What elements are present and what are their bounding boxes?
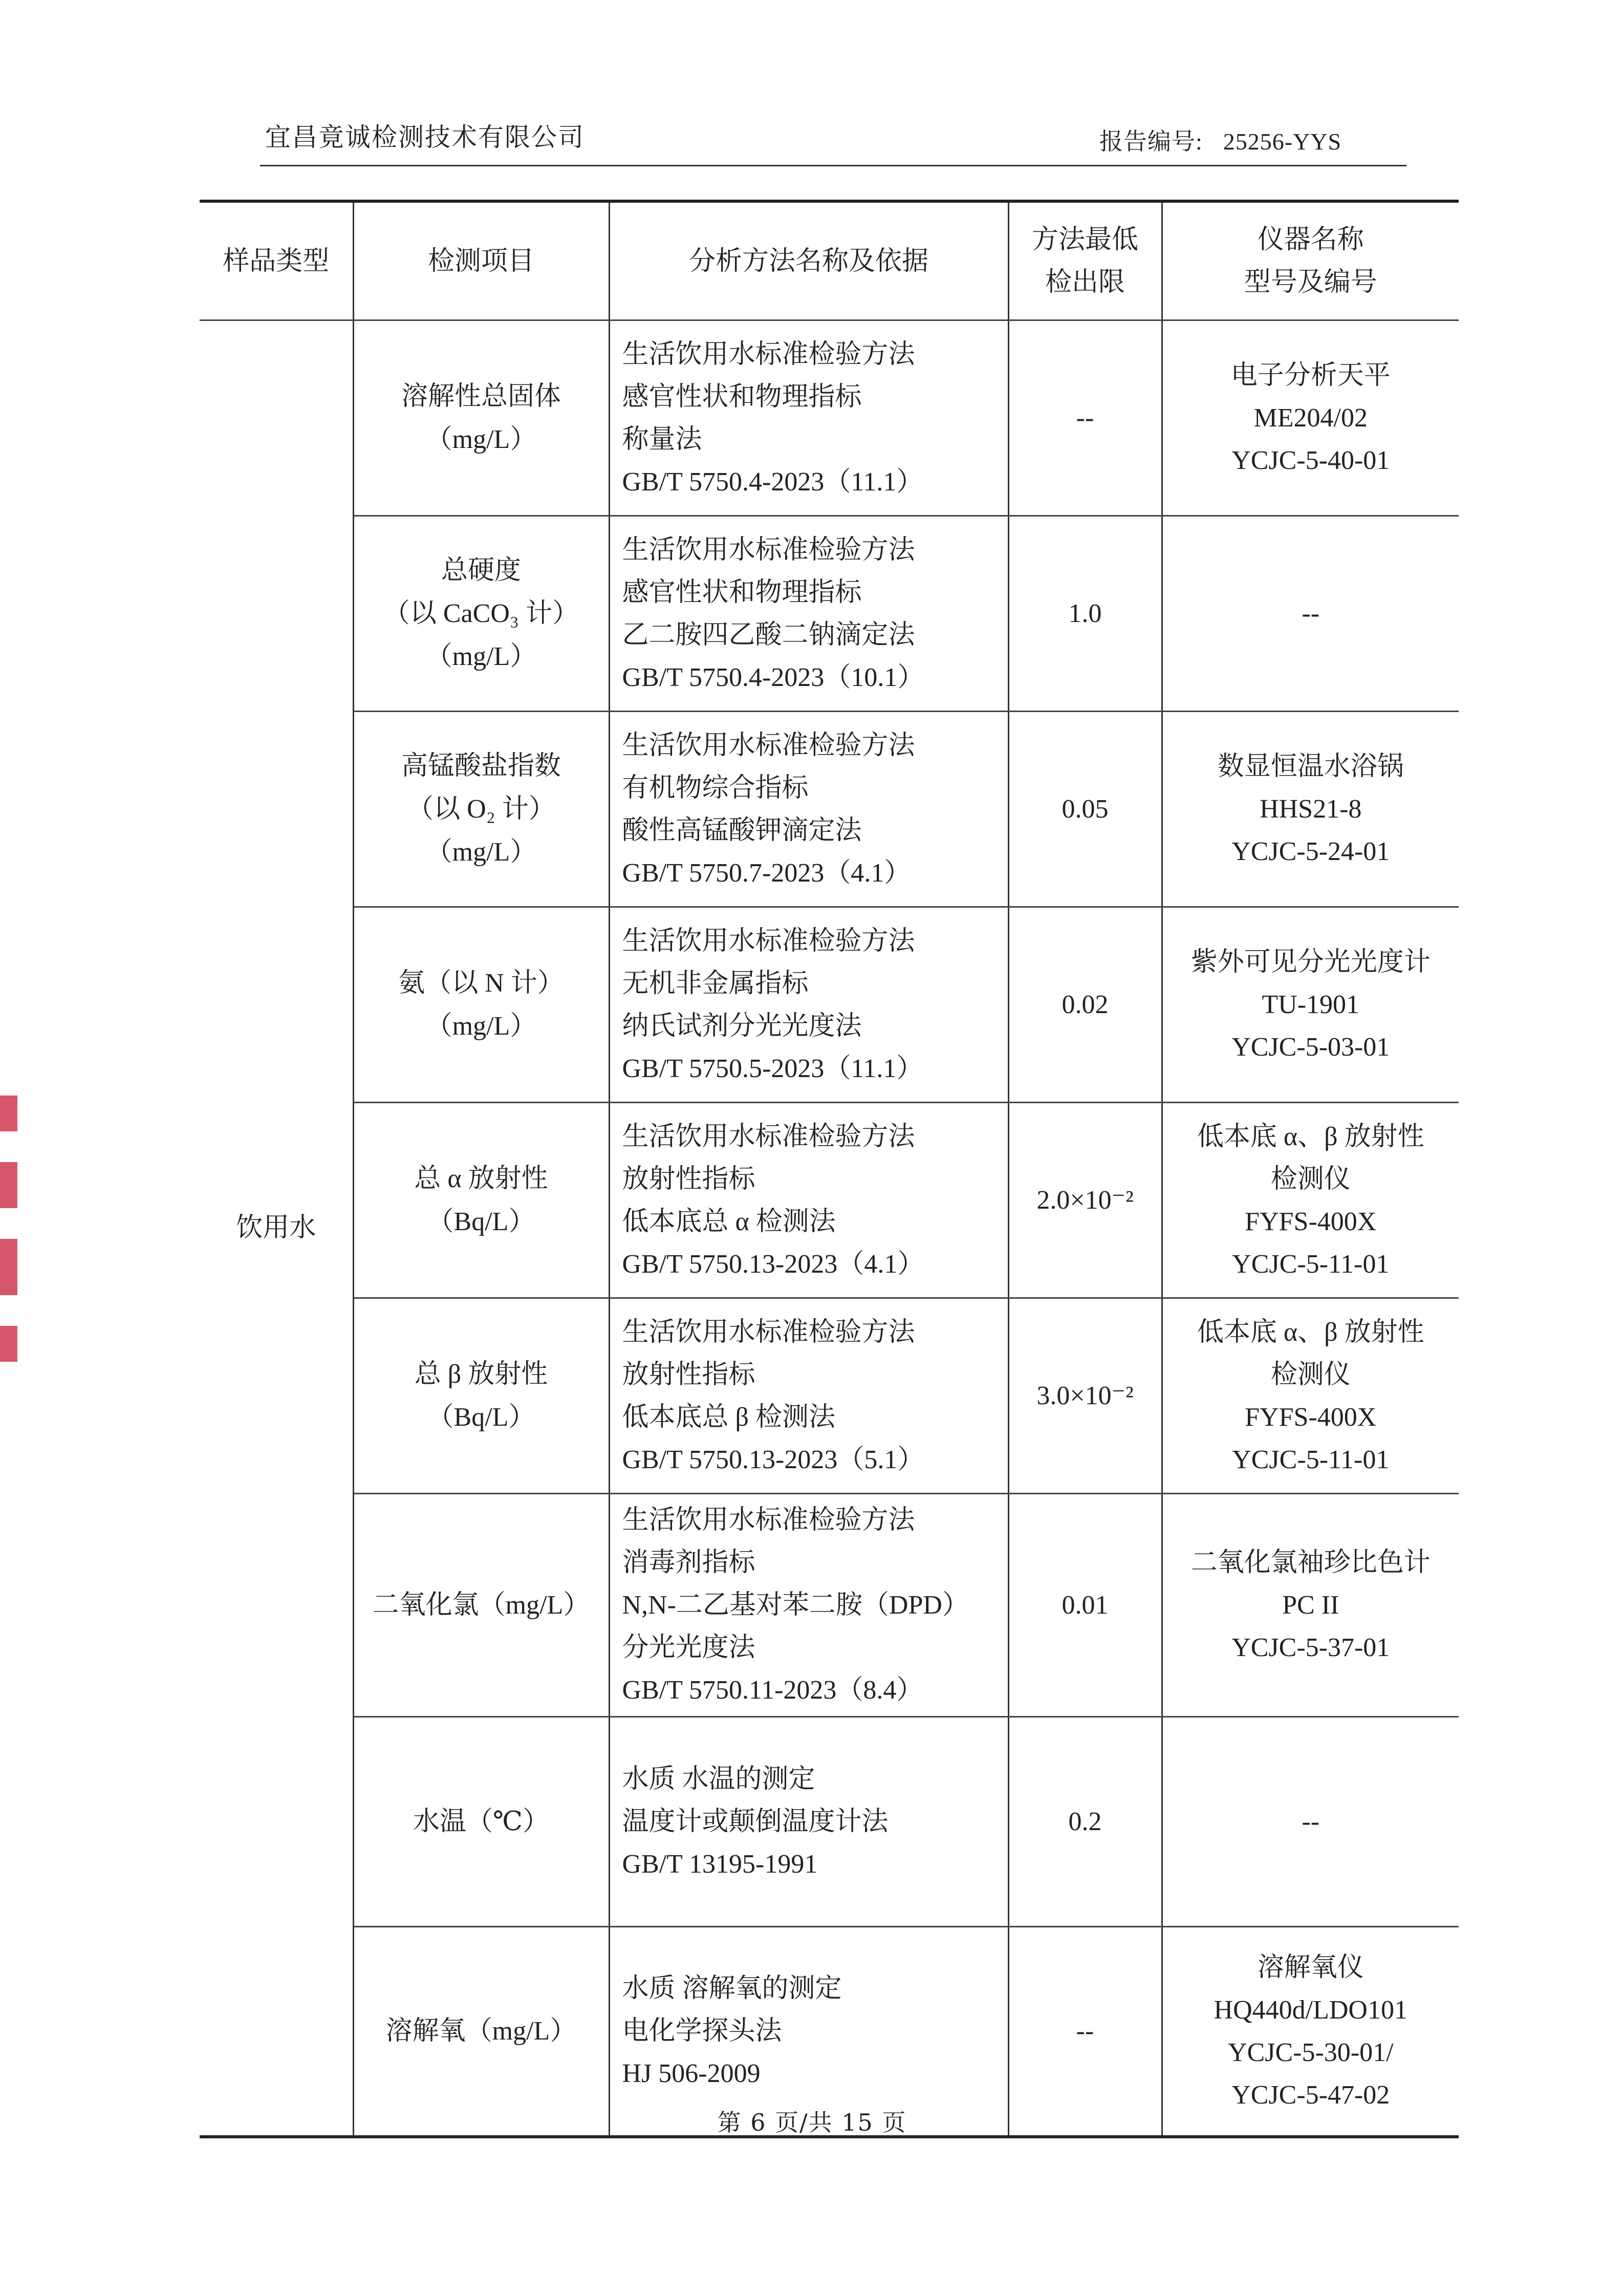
method-line: 有机物综合指标	[622, 773, 809, 803]
seal-stamp-fragment	[0, 1096, 20, 1398]
company-name: 宜昌竟诚检测技术有限公司	[265, 122, 584, 152]
instrument-line: 电子分析天平	[1230, 361, 1391, 390]
method-line: GB/T 5750.4-2023（10.1）	[622, 662, 924, 692]
test-item-cell	[353, 907, 609, 1103]
header-sample-type: 样品类型	[200, 201, 353, 320]
instrument-line: 溶解氧仪	[1257, 1952, 1364, 1982]
method-line: 生活饮用水标准检验方法	[622, 926, 915, 956]
test-item-line: （mg/L）	[425, 837, 537, 867]
test-item-line: （以 CaCO₃ 计）	[383, 598, 579, 628]
instrument-line: 检测仪	[1270, 1360, 1351, 1389]
detection-limit-cell: --	[1008, 320, 1162, 516]
detection-limit-cell: --	[1008, 1927, 1162, 2137]
test-item-line: （Bq/L）	[427, 1402, 535, 1432]
test-item-line: 总硬度	[441, 555, 521, 585]
header-method: 分析方法名称及依据	[609, 201, 1008, 320]
method-line: 生活饮用水标准检验方法	[622, 1122, 915, 1151]
test-method-table	[200, 200, 1459, 2138]
test-item-line: 溶解氧（mg/L）	[385, 2016, 577, 2046]
method-line: HJ 506-2009	[622, 2059, 761, 2089]
method-line: 低本底总 α 检测法	[622, 1207, 836, 1236]
method-line: GB/T 5750.11-2023（8.4）	[622, 1676, 923, 1705]
test-item-line: （mg/L）	[425, 1011, 537, 1041]
header-item: 检测项目	[353, 201, 609, 320]
method-line: GB/T 13195-1991	[622, 1850, 818, 1879]
test-item-line: 二氧化氯（mg/L）	[372, 1590, 590, 1620]
method-line: 生活饮用水标准检验方法	[622, 731, 915, 760]
instrument-line: --	[1302, 1807, 1320, 1836]
table-header-row	[200, 201, 1459, 320]
method-line: 称量法	[622, 424, 702, 454]
instrument-cell	[1162, 516, 1459, 712]
table-row	[200, 712, 1459, 907]
instrument-line: ME204/02	[1253, 403, 1368, 433]
instrument-line: 二氧化氯袖珍比色计	[1190, 1548, 1431, 1577]
method-line: 感官性状和物理指标	[622, 382, 862, 412]
instrument-line: YCJC-5-11-01	[1232, 1249, 1390, 1279]
method-line: 乙二胺四乙酸二钠滴定法	[622, 620, 915, 650]
method-line: GB/T 5750.7-2023（4.1）	[622, 858, 911, 888]
method-line: 生活饮用水标准检验方法	[622, 1506, 915, 1535]
instrument-line: YCJC-5-03-01	[1231, 1033, 1390, 1062]
method-cell	[609, 1103, 1008, 1298]
method-cell	[609, 907, 1008, 1103]
method-line: 无机非金属指标	[622, 969, 809, 998]
instrument-line: FYFS-400X	[1245, 1207, 1377, 1236]
test-item-cell	[353, 1494, 609, 1717]
instrument-line: 数显恒温水浴锅	[1217, 752, 1404, 781]
method-cell	[609, 1298, 1008, 1494]
page-footer: 第 6 页/共 15 页	[717, 2109, 907, 2136]
header-instrument-line: 仪器名称	[1257, 224, 1364, 255]
header-instrument	[1162, 201, 1459, 320]
test-item-cell	[353, 1717, 609, 1927]
table-row	[200, 907, 1459, 1103]
detection-limit-cell: 0.01	[1008, 1494, 1162, 1717]
test-item-cell	[353, 1298, 609, 1494]
instrument-line: YCJC-5-24-01	[1231, 837, 1390, 866]
method-cell	[609, 320, 1008, 516]
method-line: GB/T 5750.13-2023（4.1）	[622, 1249, 924, 1279]
method-line: 纳氏试剂分光光度法	[622, 1011, 862, 1041]
instrument-line: PC II	[1282, 1591, 1339, 1620]
test-item-line: 总 α 放射性	[414, 1164, 548, 1193]
method-line: 温度计或颠倒温度计法	[622, 1807, 889, 1836]
instrument-cell	[1162, 1103, 1459, 1298]
instrument-line: 低本底 α、β 放射性	[1197, 1317, 1424, 1347]
method-line: GB/T 5750.4-2023（11.1）	[622, 467, 923, 497]
test-item-line: 氨（以 N 计）	[398, 968, 564, 998]
method-line: 酸性高锰酸钾滴定法	[622, 816, 862, 845]
method-line: 分光光度法	[622, 1633, 755, 1662]
detection-limit-cell: 2.0×10⁻²	[1008, 1103, 1162, 1298]
table-body	[200, 320, 1459, 2137]
detection-limit-cell: 3.0×10⁻²	[1008, 1298, 1162, 1494]
test-item-cell	[353, 712, 609, 907]
instrument-cell	[1162, 320, 1459, 516]
test-item-line: 水温（℃）	[413, 1807, 550, 1836]
method-line: 水质 溶解氧的测定	[622, 1974, 842, 2004]
test-item-line: （以 O₂ 计）	[407, 794, 555, 824]
test-item-line: （Bq/L）	[427, 1207, 535, 1236]
instrument-line: YCJC-5-47-02	[1231, 2080, 1390, 2110]
header-limit-line: 方法最低	[1031, 224, 1138, 255]
method-line: N,N-二乙基对苯二胺（DPD）	[622, 1591, 969, 1620]
test-item-line: （mg/L）	[425, 424, 537, 454]
instrument-line: 低本底 α、β 放射性	[1197, 1122, 1424, 1151]
method-line: GB/T 5750.5-2023（11.1）	[622, 1054, 923, 1083]
method-line: 消毒剂指标	[622, 1548, 755, 1577]
header-limit-line: 检出限	[1045, 267, 1125, 297]
test-item-cell	[353, 320, 609, 516]
test-item-cell	[353, 1103, 609, 1298]
method-line: 低本底总 β 检测法	[622, 1402, 835, 1432]
report-number-label: 报告编号:	[1099, 128, 1203, 155]
method-line: 放射性指标	[622, 1164, 755, 1194]
instrument-line: 紫外可见分光光度计	[1190, 948, 1431, 977]
detection-limit-cell: 0.02	[1008, 907, 1162, 1103]
instrument-line: YCJC-5-40-01	[1231, 446, 1390, 475]
method-line: 水质 水温的测定	[622, 1765, 815, 1794]
method-cell	[609, 1717, 1008, 1927]
table-row	[200, 320, 1459, 516]
method-line: 放射性指标	[622, 1360, 755, 1389]
method-line: 感官性状和物理指标	[622, 577, 862, 607]
table-row	[200, 1717, 1459, 1927]
test-item-cell	[353, 516, 609, 712]
test-item-line: 总 β 放射性	[414, 1359, 548, 1389]
method-cell	[609, 712, 1008, 907]
instrument-line: YCJC-5-11-01	[1232, 1445, 1390, 1474]
header-instrument-line: 型号及编号	[1244, 267, 1377, 297]
header-rule	[260, 165, 1406, 166]
instrument-line: YCJC-5-37-01	[1231, 1633, 1390, 1662]
instrument-cell	[1162, 712, 1459, 907]
method-line: GB/T 5750.13-2023（5.1）	[622, 1445, 924, 1474]
header-limit	[1008, 201, 1162, 320]
instrument-cell	[1162, 1494, 1459, 1717]
instrument-line: 检测仪	[1270, 1164, 1351, 1194]
test-item-line: 高锰酸盐指数	[401, 751, 561, 781]
instrument-cell	[1162, 1298, 1459, 1494]
table-row	[200, 1298, 1459, 1494]
instrument-line: YCJC-5-30-01/	[1227, 2037, 1394, 2067]
instrument-cell	[1162, 1717, 1459, 1927]
method-cell	[609, 516, 1008, 712]
detection-limit-cell: 0.2	[1008, 1717, 1162, 1927]
instrument-line: --	[1302, 599, 1320, 628]
method-line: 生活饮用水标准检验方法	[622, 339, 915, 369]
instrument-line: TU-1901	[1262, 990, 1360, 1019]
instrument-line: HHS21-8	[1260, 795, 1362, 824]
instrument-line: FYFS-400X	[1245, 1402, 1377, 1432]
table-row	[200, 1103, 1459, 1298]
detection-limit-cell: 0.05	[1008, 712, 1162, 907]
method-line: 生活饮用水标准检验方法	[622, 1317, 915, 1347]
table-row	[200, 1494, 1459, 1717]
report-number-value: 25256-YYS	[1223, 128, 1342, 155]
method-line: 电化学探头法	[622, 2016, 782, 2046]
test-item-line: （mg/L）	[425, 641, 537, 671]
method-cell	[609, 1494, 1008, 1717]
instrument-line: HQ440d/LDO101	[1214, 1995, 1408, 2025]
instrument-cell	[1162, 907, 1459, 1103]
method-line: 生活饮用水标准检验方法	[622, 535, 915, 565]
table-row	[200, 516, 1459, 712]
detection-limit-cell: 1.0	[1008, 516, 1162, 712]
test-item-line: 溶解性总固体	[401, 381, 561, 411]
report-number	[1099, 123, 1341, 157]
sample-type-cell: 饮用水	[200, 320, 353, 2137]
